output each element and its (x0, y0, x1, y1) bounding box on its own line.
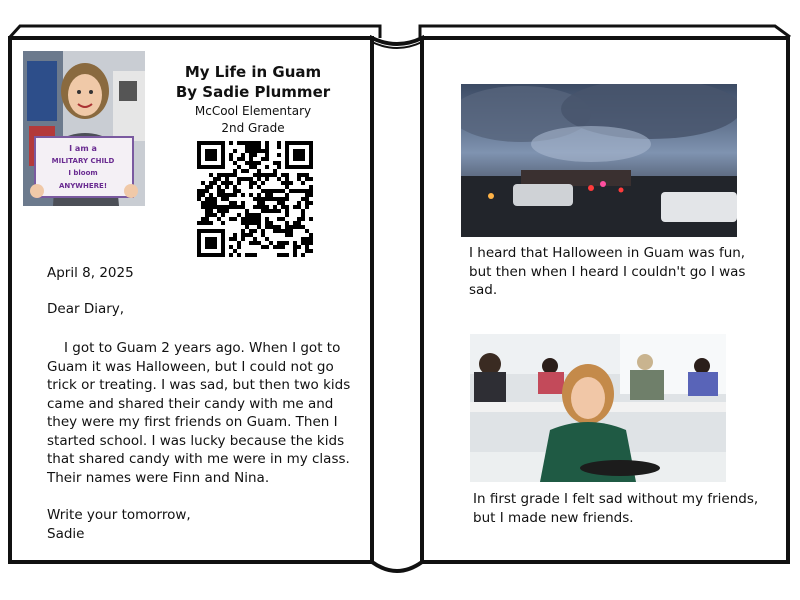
halloween-photo (461, 84, 737, 237)
title-block (168, 62, 338, 137)
qr-code[interactable] (197, 141, 313, 257)
diary-closing: Write your tomorrow, (47, 507, 191, 523)
grade-level: 2nd Grade (221, 121, 285, 135)
diary-greeting: Dear Diary, (47, 300, 125, 317)
student-photo (23, 51, 145, 206)
diary-entry (47, 264, 352, 543)
halloween-caption: I heard that Halloween in Guam was fun, but then when I heard I couldn't go I was sad. (469, 245, 746, 298)
first-grade-caption: In first grade I felt sad without my friends, but I made new friends. (473, 491, 759, 526)
book-author: By Sadie Plummer (175, 83, 331, 101)
diary-body: I got to Guam 2 years ago. When I got to Guam it was Halloween, but I could not go trick or treating. I was sad, but then two kids came and shared their candy with me and they were my first friends on Guam. Then I started school. I was lucky because the kids that shared candy with me were in my class. Their names were Finn and Nina. (47, 340, 351, 486)
sign-line3: I bloom (68, 169, 98, 177)
sign-line2: MILITARY CHILD (51, 157, 115, 165)
book-spine (372, 38, 422, 571)
sign-line4: ANYWHERE! (58, 182, 108, 190)
school-name: McCool Elementary (194, 104, 312, 118)
diary-signature: Sadie (47, 525, 85, 542)
sign-line1: I am a (69, 144, 97, 153)
classroom-photo (470, 334, 726, 482)
book-title: My Life in Guam (184, 63, 322, 81)
diary-date: April 8, 2025 (47, 265, 134, 281)
